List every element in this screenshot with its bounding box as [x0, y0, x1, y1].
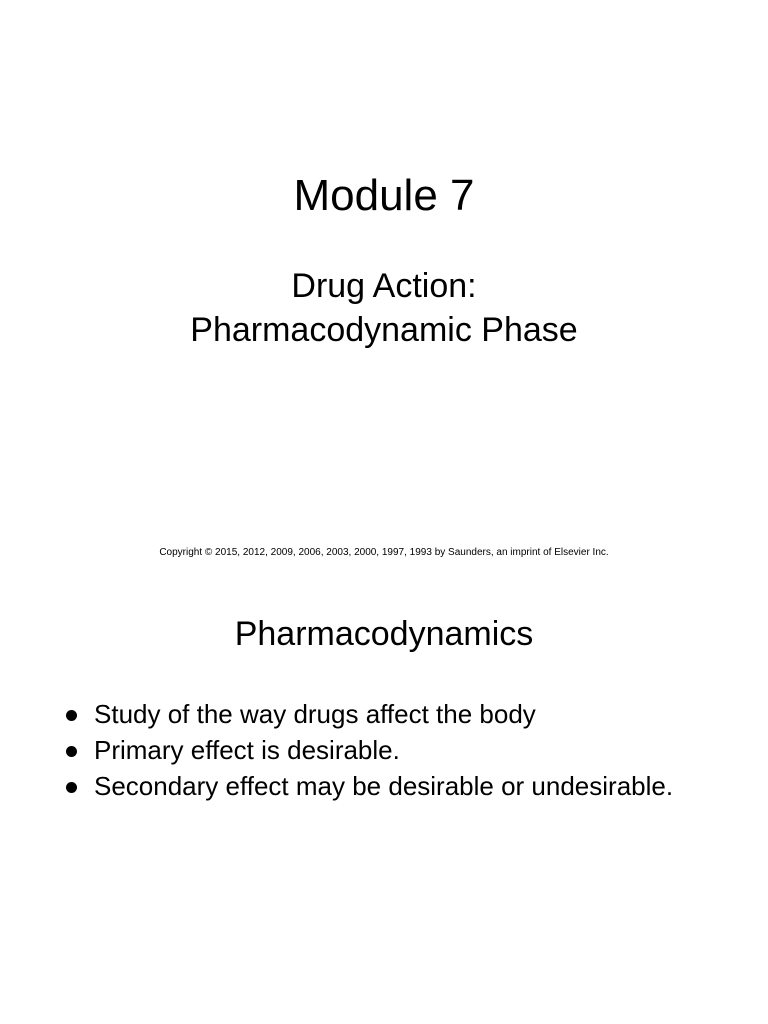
copyright-notice: Copyright © 2015, 2012, 2009, 2006, 2003, 2000, 1997, 1993 by Saunders, an imprint of Elsevier Inc.: [159, 547, 609, 558]
subtitle-line-1: Drug Action:: [291, 267, 477, 305]
module-title: Module 7: [293, 171, 475, 220]
bullet-list: [60, 696, 700, 804]
subtitle-line-2: Pharmacodynamic Phase: [190, 311, 578, 349]
list-item: [60, 696, 700, 732]
bullet-text: Study of the way drugs affect the body: [94, 699, 536, 729]
content-slide: [0, 580, 768, 1024]
bullet-text: Primary effect is desirable.: [94, 735, 400, 765]
slide-title: Pharmacodynamics: [234, 615, 534, 653]
list-item: [60, 768, 700, 804]
bullet-dot-icon: [66, 710, 77, 721]
bullet-dot-icon: [66, 782, 77, 793]
list-item: [60, 732, 700, 768]
module-subtitle: [0, 264, 768, 352]
bullet-text: Secondary effect may be desirable or undesirable.: [94, 771, 674, 801]
bullet-dot-icon: [66, 746, 77, 757]
